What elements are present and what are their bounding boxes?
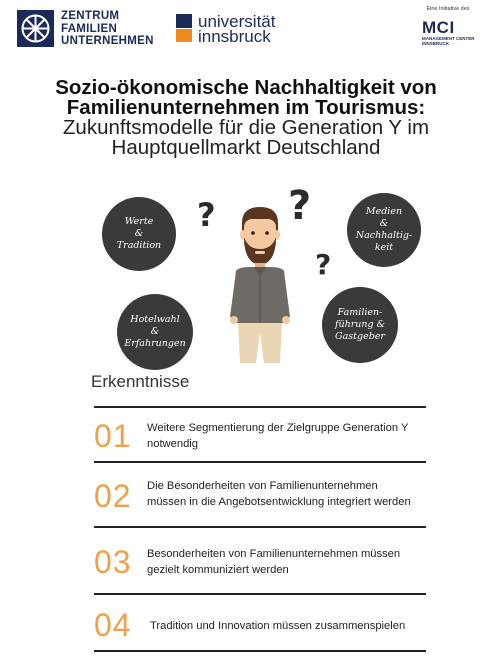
finding-text-line-1: Besonderheiten von Familienunternehmen müssen: [147, 548, 401, 560]
finding-number: 02: [94, 478, 132, 514]
finding-text-line-1: Tradition und Innovation müssen zusammenspielen: [150, 620, 406, 632]
mci-logo-word: MCI: [422, 18, 455, 37]
finding-text: [147, 478, 432, 510]
finding-text: [150, 618, 435, 634]
findings-heading: Erkenntnisse: [91, 372, 190, 391]
mci-tagline: Eine Initiative des: [426, 6, 470, 12]
zfu-line-3: UNTERNEHMEN: [61, 35, 154, 47]
mci-sub-line-1: MANAGEMENT CENTER: [422, 36, 475, 41]
finding-number: 04: [94, 607, 132, 643]
uibk-logo: [176, 14, 275, 44]
divider: [94, 526, 426, 528]
finding-number: 01: [94, 418, 132, 454]
bubble-familienfuehrung-gastgeber: [322, 287, 398, 363]
bubble-medien-nachhaltigkeit: [347, 193, 421, 267]
finding-text-line-1: Die Besonderheiten von Familienunternehmen: [147, 480, 378, 492]
bubble-medien-label: Medien & Nachhaltig- keit: [355, 206, 413, 253]
zfu-logo-icon: [17, 10, 54, 47]
bubble-familien-label: Familien- führung & Gastgeber: [334, 307, 386, 342]
divider: [94, 461, 426, 463]
finding-text: [147, 546, 432, 578]
zfu-logo: [17, 10, 154, 48]
title-bold-line-1: Sozio-ökonomische Nachhaltigkeit von: [55, 76, 437, 99]
zfu-line-2: FAMILIEN: [61, 22, 118, 35]
title-light-line-2: Hauptquellmarkt Deutschland: [111, 136, 381, 159]
finding-text: [147, 420, 432, 452]
divider: [94, 650, 426, 652]
question-mark-icon: ?: [288, 183, 312, 229]
zfu-line-1: ZENTRUM: [61, 10, 120, 22]
finding-text-line-1: Weitere Segmentierung der Zielgruppe Generation Y: [147, 422, 409, 434]
mci-logo: [410, 6, 486, 46]
bubble-werte-label: Werte & Tradition: [116, 216, 162, 251]
uibk-line-1: universität: [198, 12, 276, 31]
divider: [94, 406, 426, 408]
bubble-hotelwahl-label: Hotelwahl & Erfahrungen: [124, 314, 186, 349]
finding-number: 03: [94, 544, 132, 580]
question-mark-icon: ?: [197, 196, 216, 234]
uibk-logo-text: [198, 14, 275, 44]
finding-text-line-2: gezielt kommuniziert werden: [147, 564, 289, 576]
finding-text-line-2: notwendig: [147, 438, 199, 450]
mci-sub-line-2: INNSBRUCK: [422, 41, 449, 46]
title-bold-line-2: Familienunternehmen im Tourismus:: [66, 96, 426, 119]
zfu-logo-text: [61, 10, 154, 48]
page-title: [0, 78, 492, 158]
title-light-line-1: Zukunftsmodelle für die Generation Y im: [62, 116, 430, 139]
bubble-werte-tradition: [102, 197, 176, 271]
question-mark-icon: ?: [315, 248, 332, 281]
uibk-logo-icon: [176, 14, 192, 42]
uibk-line-2: innsbruck: [198, 27, 271, 46]
divider: [94, 593, 426, 595]
bubble-hotelwahl-erfahrungen: [117, 294, 193, 370]
person-illustration: [228, 205, 292, 370]
finding-text-line-2: müssen in die Angebotsentwicklung integriert werden: [147, 496, 411, 508]
